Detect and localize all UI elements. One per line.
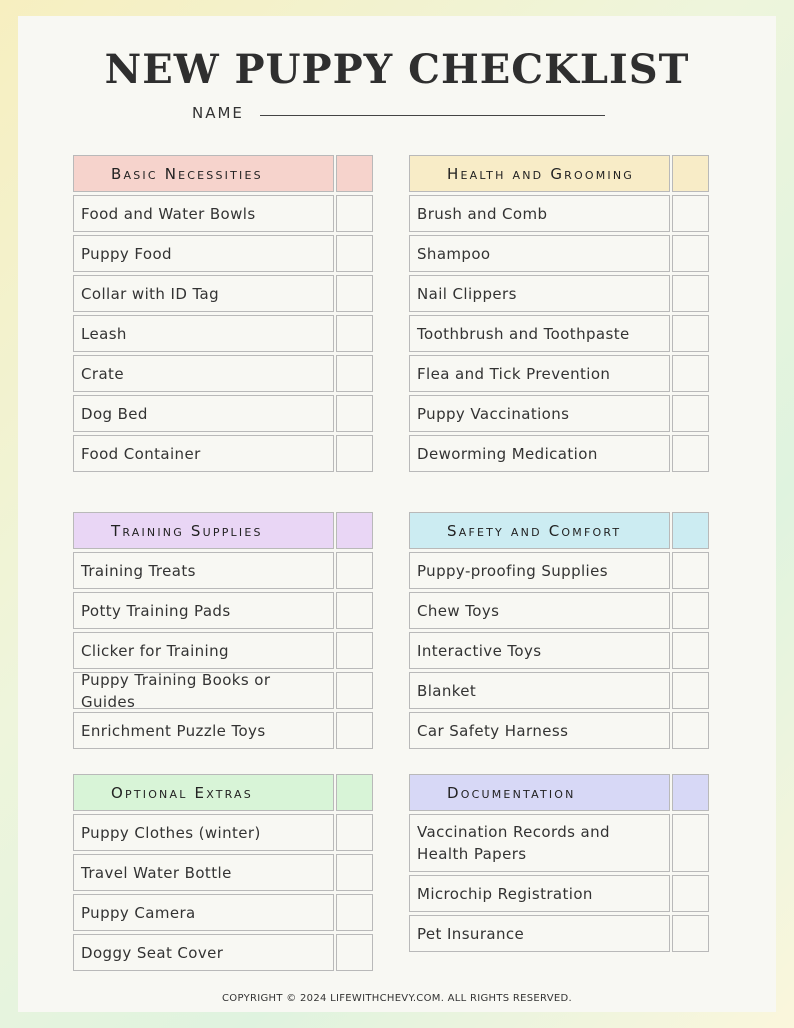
checklist-item: Crate [73, 355, 334, 392]
section-header-checkbox [672, 774, 709, 811]
section-header-checkbox [336, 774, 373, 811]
item-checkbox[interactable] [672, 395, 709, 432]
section-header: Basic Necessities [73, 155, 334, 192]
checklist-item: Collar with ID Tag [73, 275, 334, 312]
section-header: Optional Extras [73, 774, 334, 811]
item-checkbox[interactable] [672, 814, 709, 872]
checklist-item: Clicker for Training [73, 632, 334, 669]
checklist-item: Pet Insurance [409, 915, 670, 952]
section-header-checkbox [336, 155, 373, 192]
item-checkbox[interactable] [336, 395, 373, 432]
checklist-item: Puppy Food [73, 235, 334, 272]
checklist-item: Dog Bed [73, 395, 334, 432]
checklist-item: Puppy Training Books or Guides [73, 672, 334, 709]
item-checkbox[interactable] [672, 915, 709, 952]
item-checkbox[interactable] [336, 854, 373, 891]
checklist-item: Car Safety Harness [409, 712, 670, 749]
item-checkbox[interactable] [336, 592, 373, 629]
item-checkbox[interactable] [336, 275, 373, 312]
item-checkbox[interactable] [336, 894, 373, 931]
checklist-item: Food and Water Bowls [73, 195, 334, 232]
checklist-item: Chew Toys [409, 592, 670, 629]
checklist-item: Brush and Comb [409, 195, 670, 232]
checklist-item: Toothbrush and Toothpaste [409, 315, 670, 352]
item-checkbox[interactable] [672, 435, 709, 472]
checklist-item: Doggy Seat Cover [73, 934, 334, 971]
checklist-item: Puppy Camera [73, 894, 334, 931]
item-checkbox[interactable] [672, 315, 709, 352]
checklist-item: Shampoo [409, 235, 670, 272]
checklist-item: Travel Water Bottle [73, 854, 334, 891]
item-checkbox[interactable] [672, 235, 709, 272]
item-checkbox[interactable] [672, 632, 709, 669]
checklist-item: Training Treats [73, 552, 334, 589]
item-checkbox[interactable] [336, 355, 373, 392]
item-checkbox[interactable] [672, 592, 709, 629]
checklist-item: Deworming Medication [409, 435, 670, 472]
item-checkbox[interactable] [672, 672, 709, 709]
checklist-item: Puppy-proofing Supplies [409, 552, 670, 589]
copyright-footer: COPYRIGHT © 2024 LIFEWITHCHEVY.COM. ALL RIGHTS RESERVED. [222, 993, 572, 1004]
item-checkbox[interactable] [672, 712, 709, 749]
section-header-checkbox [672, 155, 709, 192]
item-checkbox[interactable] [672, 275, 709, 312]
item-checkbox[interactable] [336, 934, 373, 971]
checklist-item: Enrichment Puzzle Toys [73, 712, 334, 749]
checklist-item: Puppy Vaccinations [409, 395, 670, 432]
item-checkbox[interactable] [336, 712, 373, 749]
name-label: NAME [192, 104, 244, 122]
checklist-item: Nail Clippers [409, 275, 670, 312]
checklist-item: Interactive Toys [409, 632, 670, 669]
section-header: Health and Grooming [409, 155, 670, 192]
item-checkbox[interactable] [336, 235, 373, 272]
item-checkbox[interactable] [336, 552, 373, 589]
checklist-item: Leash [73, 315, 334, 352]
checklist-item: Blanket [409, 672, 670, 709]
item-checkbox[interactable] [336, 195, 373, 232]
checklist-item: Potty Training Pads [73, 592, 334, 629]
item-checkbox[interactable] [336, 315, 373, 352]
checklist-item: Food Container [73, 435, 334, 472]
page-title: NEW PUPPY CHECKLIST [104, 46, 690, 93]
section-header: Training Supplies [73, 512, 334, 549]
item-checkbox[interactable] [672, 875, 709, 912]
name-field-line[interactable] [260, 115, 605, 116]
item-checkbox[interactable] [336, 435, 373, 472]
item-checkbox[interactable] [336, 814, 373, 851]
item-checkbox[interactable] [336, 672, 373, 709]
checklist-item: Vaccination Records and Health Papers [409, 814, 670, 872]
item-checkbox[interactable] [672, 355, 709, 392]
checklist-page [18, 16, 776, 1012]
checklist-item: Puppy Clothes (winter) [73, 814, 334, 851]
item-checkbox[interactable] [672, 552, 709, 589]
checklist-item: Microchip Registration [409, 875, 670, 912]
section-header-checkbox [336, 512, 373, 549]
section-header: Safety and Comfort [409, 512, 670, 549]
checklist-item: Flea and Tick Prevention [409, 355, 670, 392]
section-header: Documentation [409, 774, 670, 811]
item-checkbox[interactable] [672, 195, 709, 232]
section-header-checkbox [672, 512, 709, 549]
item-checkbox[interactable] [336, 632, 373, 669]
